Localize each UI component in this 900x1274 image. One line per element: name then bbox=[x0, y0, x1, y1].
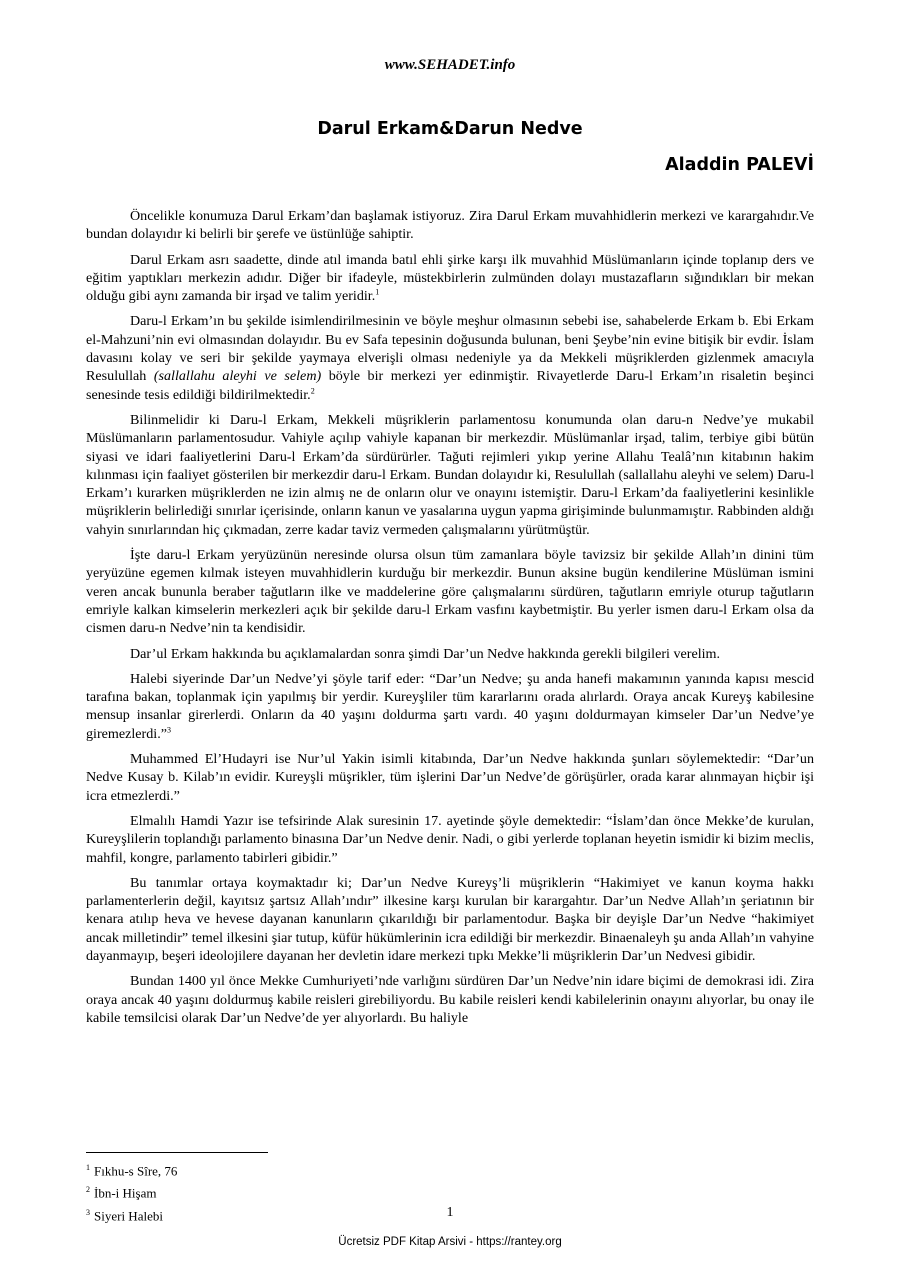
footnote-ref[interactable]: 3 bbox=[167, 725, 171, 735]
article-body bbox=[86, 207, 814, 1027]
paragraph-6: Dar’ul Erkam hakkında bu açıklamalardan sonra şimdi Dar’un Nedve hakkında gerekli bilgileri verelim. bbox=[130, 645, 721, 662]
footnote-ref[interactable]: 1 bbox=[375, 287, 380, 297]
paragraph-5: İşte daru-l Erkam yeryüzünün neresinde olursa olsun tüm zamanlara böyle tavizsiz bir şekilde Allah’ın dinini tüm yeryüzüne egemen kılmak isteyen muvahhidlerin kurduğu bir merkezdir. Bunun aksine bugün kendilerine Müslüman ismini veren ancak bununla beraber tağutların ilke ve maddelerine göre çalışmalarını sürdüren, tağutların emriyle oturup tağutların emriyle kalkan kimselerin merkezleri açık bir şekilde daru-l Erkam vasfını kaybetmiştir. Bu yerler ismen daru-l Erkam olsa da cismen daru-n Nedve’nin ta kendisidir. bbox=[86, 547, 814, 637]
paragraph-11: Bundan 1400 yıl önce Mekke Cumhuriyeti’nde varlığını sürdüren Dar’un Nedve’nin idare biçimi de demokrasi idi. Zira oraya ancak 40 yaşını doldurmuş kabile reisleri girebiliyordu. Bu kabile reisleri kendi kabilelerinin onayını alıyorlar, bu onay ile kabile temsilcisi olarak Dar’un Nedve’de yer alıyorlardı. Bu haliyle bbox=[86, 973, 814, 1026]
paragraph-1: Öncelikle konumuza Darul Erkam’dan başlamak istiyoruz. Zira Darul Erkam muvahhidlerin merkezi ve karargahıdır.Ve bundan dolayıdır ki belirli bir şerefe ve üstünlüğe sahiptir. bbox=[86, 208, 814, 243]
paragraph-7: Halebi siyerinde Dar’un Nedve’yi şöyle tarif eder: “Dar’un Nedve; şu anda hanefi makamının yanında kapısı mescid tarafına bakan, toplanmak için yapılmış bir yerdir. Kureyşliler tüm kararlarını orada alırlardı. Oraya ancak Kureyş kabilesine mensup insanlar girerlerdi. Onların da 40 yaşını doldurma şartı vardı. 40 yaşını doldurmayan kimseler Dar’un Nedve’ye giremezlerdi.”$^3$ bbox=[86, 670, 814, 742]
paragraph-9: Elmalılı Hamdi Yazır ise tefsirinde Alak suresinin 17. ayetinde şöyle demektedir: “İslam’dan önce Mekke’de kurulan, Kureyşlilerin toplandığı parlamento binasına Dar’un Nedve denir. Nadi, o gibi yerlerde toplanan heyetin ismidir ki bizim meclis, mahfil, kongre, parlamento tabirleri gibidir.” bbox=[86, 812, 814, 866]
footnote-item: $^1$ Fıkhu-s Sîre, 76 bbox=[86, 1163, 178, 1179]
footnote-divider bbox=[86, 1152, 268, 1153]
footnote-item: $^2$ İbn-i Hişam bbox=[86, 1185, 157, 1201]
page-footer: Ücretsiz PDF Kitap Arsivi - https://rantey.org bbox=[338, 1236, 562, 1248]
page-number: 1 bbox=[446, 1205, 454, 1220]
author-name: Aladdin PALEVİ bbox=[665, 155, 814, 175]
paragraph-8: Muhammed El’Hudayri ise Nur’ul Yakin isimli kitabında, Dar’un Nedve hakkında şunları söylemektedir: “Dar’un Nedve Kusay b. Kilab’ın evidir. Kureyşli müşrikler, tüm işlerini Dar’un Nedve’de görüşürler, orada karar alınmayan hiçbir işi icra etmezlerdi.” bbox=[86, 751, 814, 804]
paragraph-3: Daru-l Erkam’ın bu şekilde isimlendirilmesinin ve böyle meşhur olmasının sebebi ise, sahabelerde Erkam b. Ebi Erkam el-Mahzuni’nin evi olmasından dolayıdır. Bu ev Safa tepesinin doğusunda bulunan, beni Şeybe’nin evine bitişik bir evdir. İslam davasını kolay ve seri bir şekilde yaymaya elverişli olması nedeniyle ya da Mekkeli müşriklerden gizlenmek amacıyla Resulullah (sallallahu aleyhi ve selem) böyle bir merkezi yer edinmiştir. Rivayetlerde Daru-l Erkam’ın risaletin beşinci senesinde tesis edildiği bildirilmektedir.$^2$ bbox=[86, 313, 814, 403]
document-title: Darul Erkam&Darun Nedve bbox=[317, 119, 583, 139]
footnote-ref[interactable]: 2 bbox=[310, 385, 315, 395]
paragraph-2: Darul Erkam asrı saadette, dinde atıl imanda batıl ehli şirke karşı ilk muvahhid Müslümanların içinde toplanıp ders ve eğitim yaptıkları merkezin adıdır. Diğer bir ifadeyle, müstekbirlerin zulmünden dolayı mustazafların sığındıkları bir mekan olduğu gibi aynı zamanda bir irşad ve talim yeridir.$^1$ bbox=[86, 251, 814, 305]
paragraph-4: Bilinmelidir ki Daru-l Erkam, Mekkeli müşriklerin parlamentosu konumunda olan daru-n Nedve’ye mukabil Müslümanların parlamentosudur. Vahiyle açılıp vahiyle kapanan bir merkezdir. Müslümanlar irşad, talim, terbiye gibi bütün siyasi ve idari faaliyetlerini Daru-l Erkam’da sürdürürler. Tağuti rejimleri yıkıp yerine Allahu Tealâ’nın kitabının hakim kılınması için faaliyet gösterilen bir merkezdir daru-l Erkam. Bundan dolayıdır ki, Resulullah (sallallahu aleyhi ve selem) Daru-l Erkam’ı kurarken müşriklerden ne izin almış ne de onların olur ve onayını istemiştir. Daru-l Erkam’da faaliyetlerini kesinlikle müşriklerin belirlediği sınırlar içerisinde, onların kanun ve yasalarına uygun yapma girişiminde bulunmamıştır. Rabbinden aldığı vahyin sınırlarından hiç çıkmadan, zerre kadar taviz vermeden çalışmalarını yürütmüştür. bbox=[86, 411, 814, 538]
site-header: www.SEHADET.info bbox=[384, 57, 516, 73]
footnote-item: $^3$ Siyeri Halebi bbox=[86, 1207, 163, 1223]
paragraph-10: Bu tanımlar ortaya koymaktadır ki; Dar’un Nedve Kureyş’li müşriklerin “Hakimiyet ve kanun koyma hakkı parlamenterlerin değil, kayıtsız şartsız Allah’ındır” ilkesine karşı kurulan bir karargahtır. Dar’un Nedve Allah’ın şeriatının bir kenara atılıp heva ve hevese dayanan kanunların çıkarıldığı bir parlamentodur. Başka bir deyişle Dar’un Nedve “hakimiyet ancak milletindir” temel ilkesini şiar tutup, küfür hükümlerinin icra edildiği bir merkezdir. Binaenaleyh şu anda Allah’ın vahyine dayanmayıp, beşeri ideolojilere dayanan her devletin idare merkezi tıpkı Mekke’li müşriklerin Dar’un Nedvesi gibidir. bbox=[86, 874, 814, 964]
